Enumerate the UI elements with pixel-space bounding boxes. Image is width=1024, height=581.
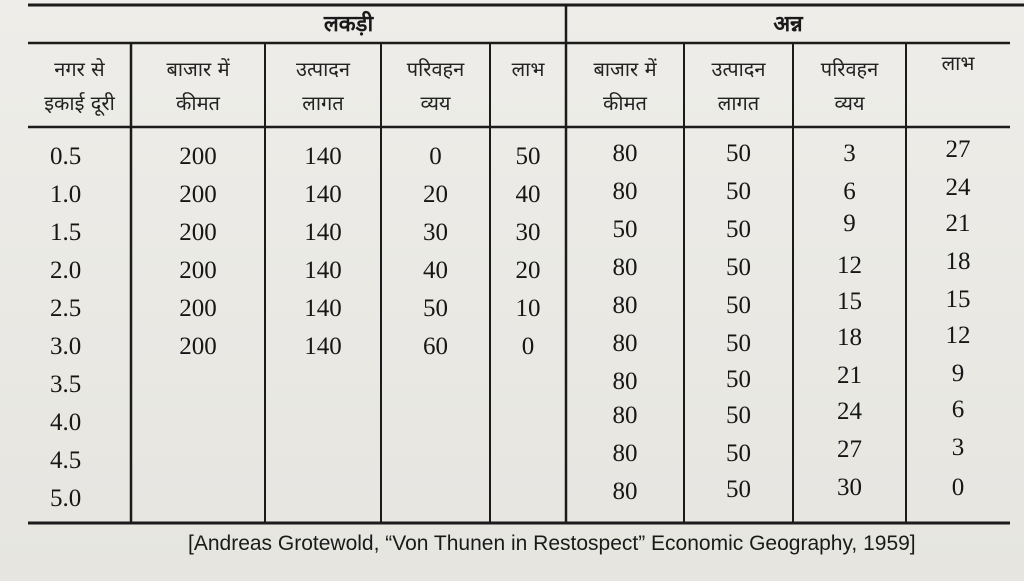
wood-production-cost-cell: 140 bbox=[304, 219, 342, 246]
wood-production-cost-cell: 140 bbox=[304, 257, 342, 284]
header-wood-market-price: बाजार में कीमत bbox=[166, 57, 230, 115]
distance-cell: 4.0 bbox=[50, 409, 82, 436]
grain-transport-cost-cell: 21 bbox=[837, 362, 862, 389]
wood-transport-cost-cell: 40 bbox=[423, 257, 448, 284]
wood-market-price-cell: 200 bbox=[179, 219, 217, 246]
grain-market-price-cell: 80 bbox=[612, 440, 638, 467]
grain-transport-cost-cell: 24 bbox=[837, 398, 862, 425]
wood-market-price-cell: 200 bbox=[179, 257, 217, 284]
grain-profit-cell: 18 bbox=[945, 248, 971, 275]
grain-profit-cell: 24 bbox=[945, 174, 971, 201]
grain-transport-cost-cell: 15 bbox=[837, 288, 862, 315]
grain-profit-cell: 0 bbox=[951, 474, 965, 501]
wood-profit-cell: 10 bbox=[515, 295, 541, 322]
grain-production-cost-cell: 50 bbox=[726, 330, 751, 357]
grain-market-price-cell: 50 bbox=[612, 216, 638, 243]
wood-profit-cell: 50 bbox=[515, 143, 541, 170]
wood-transport-cost-cell: 50 bbox=[423, 295, 448, 322]
distance-cell: 4.5 bbox=[50, 447, 82, 474]
grain-market-price-cell: 80 bbox=[612, 402, 638, 429]
wood-market-price-cell: 200 bbox=[179, 333, 217, 360]
source-citation: [Andreas Grotewold, “Von Thunen in Restospect” Economic Geography, 1959] bbox=[188, 532, 916, 555]
wood-profit-cell: 0 bbox=[521, 333, 535, 360]
grain-transport-cost-cell: 3 bbox=[843, 140, 856, 167]
wood-production-cost-cell: 140 bbox=[304, 295, 342, 322]
header-grain-production-cost: उत्पादन लागत bbox=[711, 57, 766, 115]
header-wood-profit: लाभ bbox=[511, 57, 545, 81]
grain-market-price-cell: 80 bbox=[612, 254, 638, 281]
grain-production-cost-cell: 50 bbox=[726, 216, 751, 243]
header-grain-transport-cost: परिवहन व्यय bbox=[820, 57, 879, 115]
grain-profit-cell: 12 bbox=[945, 322, 971, 349]
header-distance: नगर से इकाई दूरी bbox=[44, 57, 115, 115]
wood-market-price-cell: 200 bbox=[179, 295, 217, 322]
wood-production-cost-cell: 140 bbox=[304, 333, 342, 360]
grain-market-price-cell: 80 bbox=[612, 178, 638, 205]
wood-profit-cell: 40 bbox=[515, 181, 541, 208]
grain-production-cost-cell: 50 bbox=[726, 476, 751, 503]
grain-transport-cost-cell: 18 bbox=[837, 324, 862, 351]
grain-transport-cost-cell: 30 bbox=[837, 474, 862, 501]
grain-profit-cell: 15 bbox=[945, 286, 971, 313]
grain-transport-cost-cell: 6 bbox=[843, 178, 856, 205]
grain-production-cost-cell: 50 bbox=[726, 254, 751, 281]
wood-profit-cell: 20 bbox=[515, 257, 541, 284]
header-wood-production-cost: उत्पादन लागत bbox=[295, 57, 351, 115]
wood-transport-cost-cell: 30 bbox=[423, 219, 448, 246]
distance-cell: 5.0 bbox=[50, 485, 82, 512]
grain-production-cost-cell: 50 bbox=[726, 440, 751, 467]
distance-cell: 2.5 bbox=[50, 295, 82, 322]
distance-cell: 2.0 bbox=[50, 257, 82, 284]
header-grain-market-price: बाजार में कीमत bbox=[593, 57, 657, 115]
grain-market-price-cell: 80 bbox=[612, 368, 638, 395]
header-grain-profit: लाभ bbox=[941, 51, 975, 75]
grain-profit-cell: 3 bbox=[951, 434, 965, 461]
grain-transport-cost-cell: 12 bbox=[837, 252, 862, 279]
distance-cell: 1.0 bbox=[50, 181, 82, 208]
wood-market-price-cell: 200 bbox=[179, 181, 217, 208]
grain-transport-cost-cell: 27 bbox=[837, 436, 862, 463]
grain-profit-cell: 21 bbox=[945, 210, 971, 237]
wood-market-price-cell: 200 bbox=[179, 143, 217, 170]
grain-production-cost-cell: 50 bbox=[726, 178, 751, 205]
wood-production-cost-cell: 140 bbox=[304, 181, 342, 208]
grain-market-price-cell: 80 bbox=[612, 140, 638, 167]
grain-profit-cell: 6 bbox=[951, 396, 965, 423]
header-wood-transport-cost: परिवहन व्यय bbox=[406, 57, 465, 115]
grain-production-cost-cell: 50 bbox=[726, 402, 751, 429]
distance-cell: 1.5 bbox=[50, 219, 82, 246]
grain-production-cost-cell: 50 bbox=[726, 366, 751, 393]
wood-transport-cost-cell: 20 bbox=[423, 181, 448, 208]
grain-profit-cell: 27 bbox=[945, 136, 971, 163]
wood-transport-cost-cell: 0 bbox=[429, 143, 442, 170]
grain-transport-cost-cell: 9 bbox=[843, 210, 856, 237]
grain-production-cost-cell: 50 bbox=[726, 292, 751, 319]
distance-cell: 3.0 bbox=[50, 333, 82, 360]
distance-cell: 0.5 bbox=[50, 143, 82, 170]
wood-profit-cell: 30 bbox=[515, 219, 541, 246]
wood-transport-cost-cell: 60 bbox=[423, 333, 448, 360]
distance-cell: 3.5 bbox=[50, 371, 82, 398]
grain-market-price-cell: 80 bbox=[612, 478, 638, 505]
grain-market-price-cell: 80 bbox=[612, 292, 638, 319]
grain-production-cost-cell: 50 bbox=[726, 140, 751, 167]
wood-production-cost-cell: 140 bbox=[304, 143, 342, 170]
group-title-grain: अन्न bbox=[773, 12, 803, 37]
grain-profit-cell: 9 bbox=[951, 360, 965, 387]
group-title-wood: लकड़ी bbox=[323, 12, 374, 37]
grain-market-price-cell: 80 bbox=[612, 330, 638, 357]
